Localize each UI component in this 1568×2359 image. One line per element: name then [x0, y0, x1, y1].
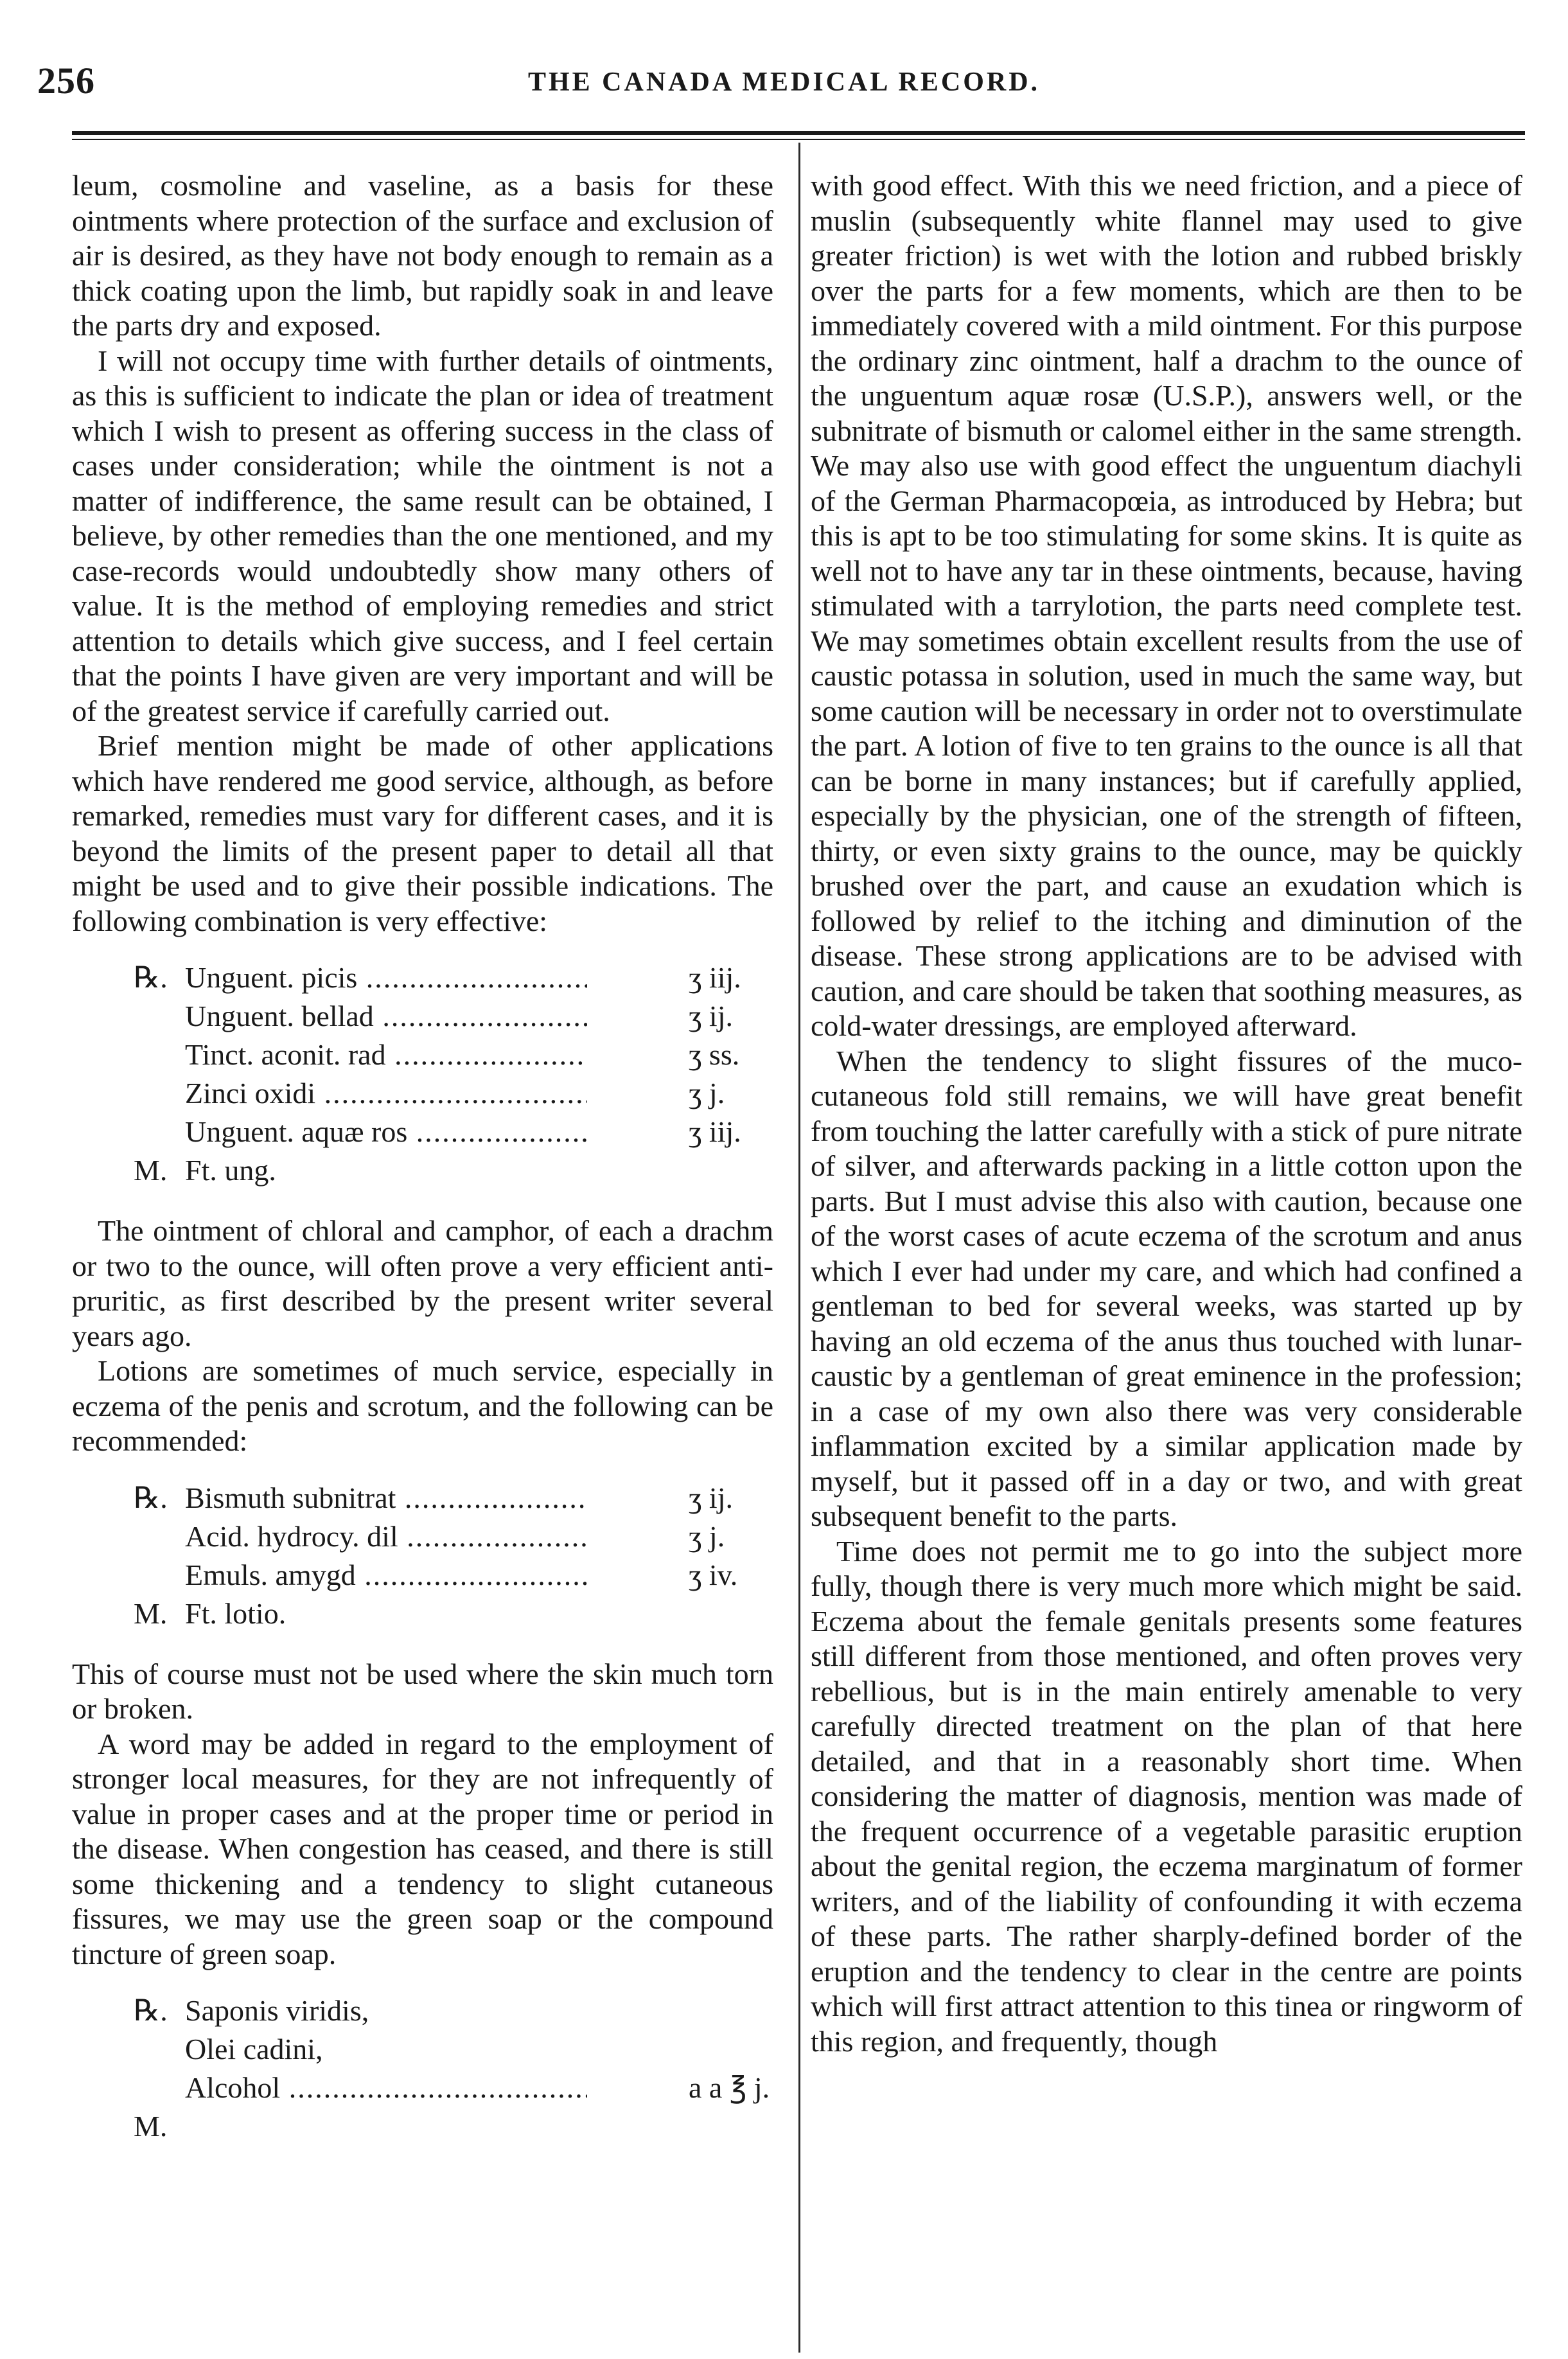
- paragraph: Time does not permit me to go into the subject more fully, though there is very much more which might be said. Eczema about the female genitals presents some features still different from those mentioned, and often proves very rebellious, but is in the main entirely amenable to very carefully directed treatment on the plan of that here detailed, and that in a reasonably short time. When considering the matter of diagnosis, mention was made of the frequent occurrence of a vegetable parasitic eruption about the genital region, the eczema marginatum of former writers, and of the liability of confounding it with eczema of these parts. The rather sharply-defined border of the eruption and the tendency to clear in the centre are points which will first attract attention to this tinea or ringworm of this region, and frequently, though: [811, 1534, 1522, 2058]
- prescription-line: [72, 2109, 773, 2148]
- prescription-line: [72, 999, 773, 1038]
- prescription-direction: Ft. lotio.: [185, 1596, 286, 1630]
- ingredient-quantity: ʒ iij.: [689, 1115, 741, 1148]
- ingredient-quantity: ʒ ij.: [689, 1000, 733, 1032]
- paragraph: A word may be added in regard to the employment of stronger local measures, for they are not infrequently of value in proper cases and at the proper time or period in the disease. When congestion has ceased, and there is still some thickening and a tendency to slight cutaneous fissures, we may use the green soap or the compound tincture of green soap.: [72, 1727, 773, 1970]
- right-column: [811, 168, 1522, 2059]
- prescription-line: [72, 1558, 773, 1596]
- ingredient-name: Emuls. amygd .....: [185, 1558, 587, 1593]
- prescription-ointment: [72, 960, 773, 1192]
- paragraph: This of course must not be used where the skin much torn or broken.: [72, 1657, 773, 1725]
- paragraph: with good effect. With this we need friction, and a piece of muslin (subsequently white flannel may used to give greater friction) is wet with the lotion and rubbed briskly over the parts for a few moments, which are then to be immediately covered with a mild ointment. For this purpose the ordinary zinc ointment, half a drachm to the ounce of the unguentum aquæ rosæ (U.S.P.), answers well, or the subnitrate of bismuth or calomel either in the same strength. We may also use with good effect the unguentum diachyli of the German Pharmacopœia, as introduced by Hebra; but this is apt to be too stimulating for some skins. It is quite as well not to have any tar in these ointments, because, having stimulated with a tarrylotion, the parts need complete test. We may sometimes obtain excellent results from the use of caustic potassa in solution, used in much the same way, but some caution will be necessary in order not to overstimulate the part. A lotion of five to ten grains to the ounce is all that can be borne in many instances; but if carefully applied, especially by the physician, one of the strength of fifteen, thirty, or even sixty grains to the ounce, may be quickly brushed over the part, and cause an exudation which is followed by relief to the itching and diminution of the disease. These strong applications are to be advised with caution, and care should be taken that soothing measures, as cold-water dressings, are employed afterward.: [811, 169, 1522, 1042]
- ingredient-quantity: ʒ j.: [689, 1077, 725, 1109]
- header-rule-thick: [72, 131, 1525, 135]
- prescription-direction: Ft. ung.: [185, 1154, 276, 1187]
- paragraph: leum, cosmoline and vaseline, as a basis for these ointments where protection of the surface and exclusion of air is desired, as they have not body enough to remain as a thick coating upon the limb, but rapidly soak in and leave the parts dry and exposed.: [72, 169, 773, 342]
- ingredient-quantity: a a ℥ j.: [689, 2071, 770, 2104]
- prescription-lotion: [72, 1481, 773, 1635]
- ingredient-name: Alcohol .....: [185, 2071, 587, 2106]
- column-divider: [798, 143, 800, 2353]
- left-column: [72, 168, 773, 2169]
- prescription-line: [72, 1153, 773, 1192]
- ingredient-name: Bismuth subnitrat .....: [185, 1481, 587, 1516]
- ingredient-name: Acid. hydrocy. dil .....: [185, 1519, 587, 1555]
- running-title: THE CANADA MEDICAL RECORD.: [527, 67, 1041, 97]
- paragraph: The ointment of chloral and camphor, of each a drachm or two to the ounce, will often prove a very efficient anti-pruritic, as first described by the present writer several years ago.: [72, 1214, 773, 1352]
- prescription-line: [72, 2032, 773, 2071]
- misce-label: M.: [134, 1154, 168, 1187]
- ingredient-quantity: ʒ iij.: [689, 961, 741, 994]
- ingredient-name: Unguent. picis .....: [185, 960, 587, 996]
- prescription-line: [72, 2071, 773, 2109]
- ingredient-name: Unguent. aquæ ros .....: [185, 1115, 587, 1150]
- prescription-line: [72, 1481, 773, 1519]
- recipe-symbol: ℞.: [134, 961, 168, 994]
- misce-label: M.: [134, 2110, 168, 2143]
- prescription-line: [72, 1076, 773, 1115]
- ingredient-quantity: ʒ iv.: [689, 1558, 738, 1591]
- ingredient-name: Olei cadini,: [185, 2033, 323, 2065]
- recipe-symbol: ℞.: [134, 1481, 168, 1514]
- header-rule-thin: [72, 139, 1525, 140]
- prescription-line: [72, 1519, 773, 1558]
- misce-label: M.: [134, 1596, 168, 1630]
- paragraph: I will not occupy time with further details of ointments, as this is sufficient to indicate the plan or idea of treatment which I wish to present as offering success in the class of cases under consideration; while the ointment is not a matter of indifference, the same result can be obtained, I believe, by other remedies than the one mentioned, and my case-records would undoubtedly show many others of value. It is the method of employing remedies and strict attention to details which give success, and I feel certain that the points I have given are very important and will be of the greatest service if carefully carried out.: [72, 344, 773, 727]
- paragraph: Lotions are sometimes of much service, especially in eczema of the penis and scrotum, and the following can be recommended:: [72, 1354, 773, 1457]
- page-number: 256: [37, 60, 95, 102]
- prescription-line: [72, 960, 773, 999]
- ingredient-name: Saponis viridis,: [185, 1994, 369, 2027]
- paragraph: When the tendency to slight fissures of the muco-cutaneous fold still remains, we will have great benefit from touching the latter carefully with a stick of pure nitrate of silver, and afterwards packing in a little cotton upon the parts. But I must advise this also with caution, because one of the worst cases of acute eczema of the scrotum and anus which I ever had under my care, and which had confined a gentleman to bed for several weeks, was started up by having an old eczema of the anus thus touched with lunar-caustic by a gentleman of great eminence in the profession; in a case of my own also there was very considerable inflammation excited by a similar application made by myself, but it passed off in a day or two, and with great subsequent benefit to the parts.: [811, 1044, 1522, 1532]
- ingredient-name: Unguent. bellad .....: [185, 999, 587, 1034]
- prescription-line: [72, 1115, 773, 1153]
- ingredient-name: Zinci oxidi .....: [185, 1076, 587, 1111]
- ingredient-quantity: ʒ j.: [689, 1519, 725, 1553]
- paragraph: Brief mention might be made of other applications which have rendered me good service, although, as before remarked, remedies must vary for different cases, and it is beyond the limits of the present paper to detail all that might be used and to give their possible indications. The following combination is very effective:: [72, 729, 773, 937]
- prescription-line: [72, 1596, 773, 1635]
- prescription-green-soap: [72, 1993, 773, 2148]
- prescription-line: [72, 1038, 773, 1076]
- recipe-symbol: ℞.: [134, 1994, 168, 2027]
- ingredient-name: Tinct. aconit. rad .....: [185, 1038, 587, 1073]
- ingredient-quantity: ʒ ij.: [689, 1481, 733, 1514]
- ingredient-quantity: ʒ ss.: [689, 1038, 740, 1071]
- prescription-line: [72, 1993, 773, 2032]
